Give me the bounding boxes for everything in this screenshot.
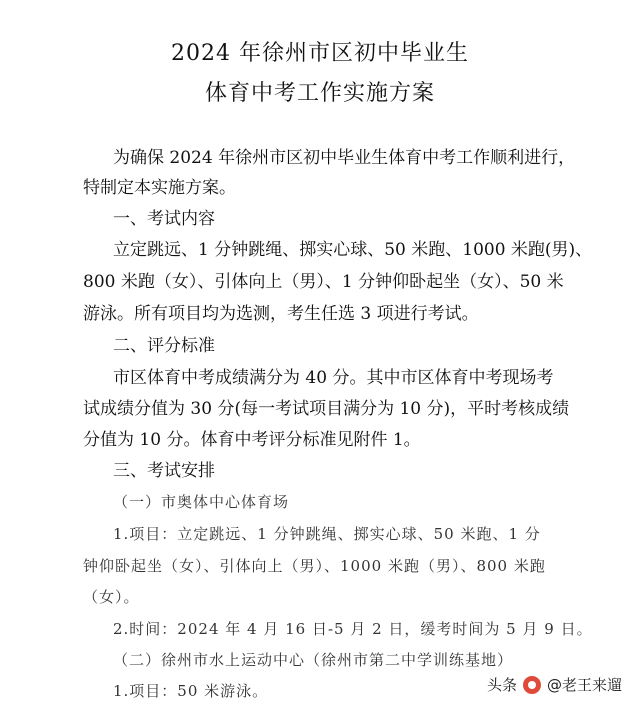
section2-line-2: 试成绩分值为 30 分(每一考试项目满分为 10 分)，平时考核成绩 bbox=[83, 399, 570, 419]
section1-heading: 一、考试内容 bbox=[113, 209, 215, 229]
section2-line-1: 市区体育中考成绩满分为 40 分。其中市区体育中考现场考 bbox=[113, 368, 554, 388]
section2-heading: 二、评分标准 bbox=[113, 336, 215, 356]
venue1-heading: （一）市奥体中心体育场 bbox=[113, 493, 290, 511]
venue1-items-line-3: （女）。 bbox=[83, 588, 140, 606]
watermark bbox=[483, 672, 626, 697]
section1-line-2: 800 米跑（女）、引体向上（男）、1 分钟仰卧起坐（女）、50 米 bbox=[83, 272, 564, 292]
watermark-prefix: 头条 bbox=[486, 676, 517, 694]
title-line-2: 体育中考工作实施方案 bbox=[204, 81, 435, 106]
venue1-time: 2.时间：2024 年 4 月 16 日-5 月 2 日，缓考时间为 5 月 9 日。 bbox=[113, 620, 593, 638]
section1-line-1: 立定跳远、1 分钟跳绳、掷实心球、50 米跑、1000 米跑(男)、 bbox=[113, 240, 593, 260]
venue1-items-line-2: 钟仰卧起坐（女）、引体向上（男）、1000 米跑（男）、800 米跑 bbox=[83, 557, 546, 575]
section1-line-3: 游泳。所有项目均为选测，考生任选 3 项进行考试。 bbox=[83, 304, 479, 324]
venue2-items: 1.项目：50 米游泳。 bbox=[113, 682, 269, 700]
venue2-heading: （二）徐州市水上运动中心（徐州市第二中学训练基地） bbox=[113, 651, 514, 669]
section3-heading: 三、考试安排 bbox=[113, 461, 215, 481]
watermark-author: @老王来遛 bbox=[546, 676, 622, 694]
venue1-items-line-1: 1.项目：立定跳远、1 分钟跳绳、掷实心球、50 米跑、1 分 bbox=[113, 525, 541, 543]
title-line-1: 2024 年徐州市区初中毕业生 bbox=[171, 41, 469, 66]
intro-line-2: 特制定本实施方案。 bbox=[83, 178, 236, 198]
author-avatar-icon bbox=[523, 676, 541, 694]
section2-line-3: 分值为 10 分。体育中考评分标准见附件 1。 bbox=[83, 430, 421, 450]
intro-line-1: 为确保 2024 年徐州市区初中毕业生体育中考工作顺利进行， bbox=[113, 148, 576, 168]
